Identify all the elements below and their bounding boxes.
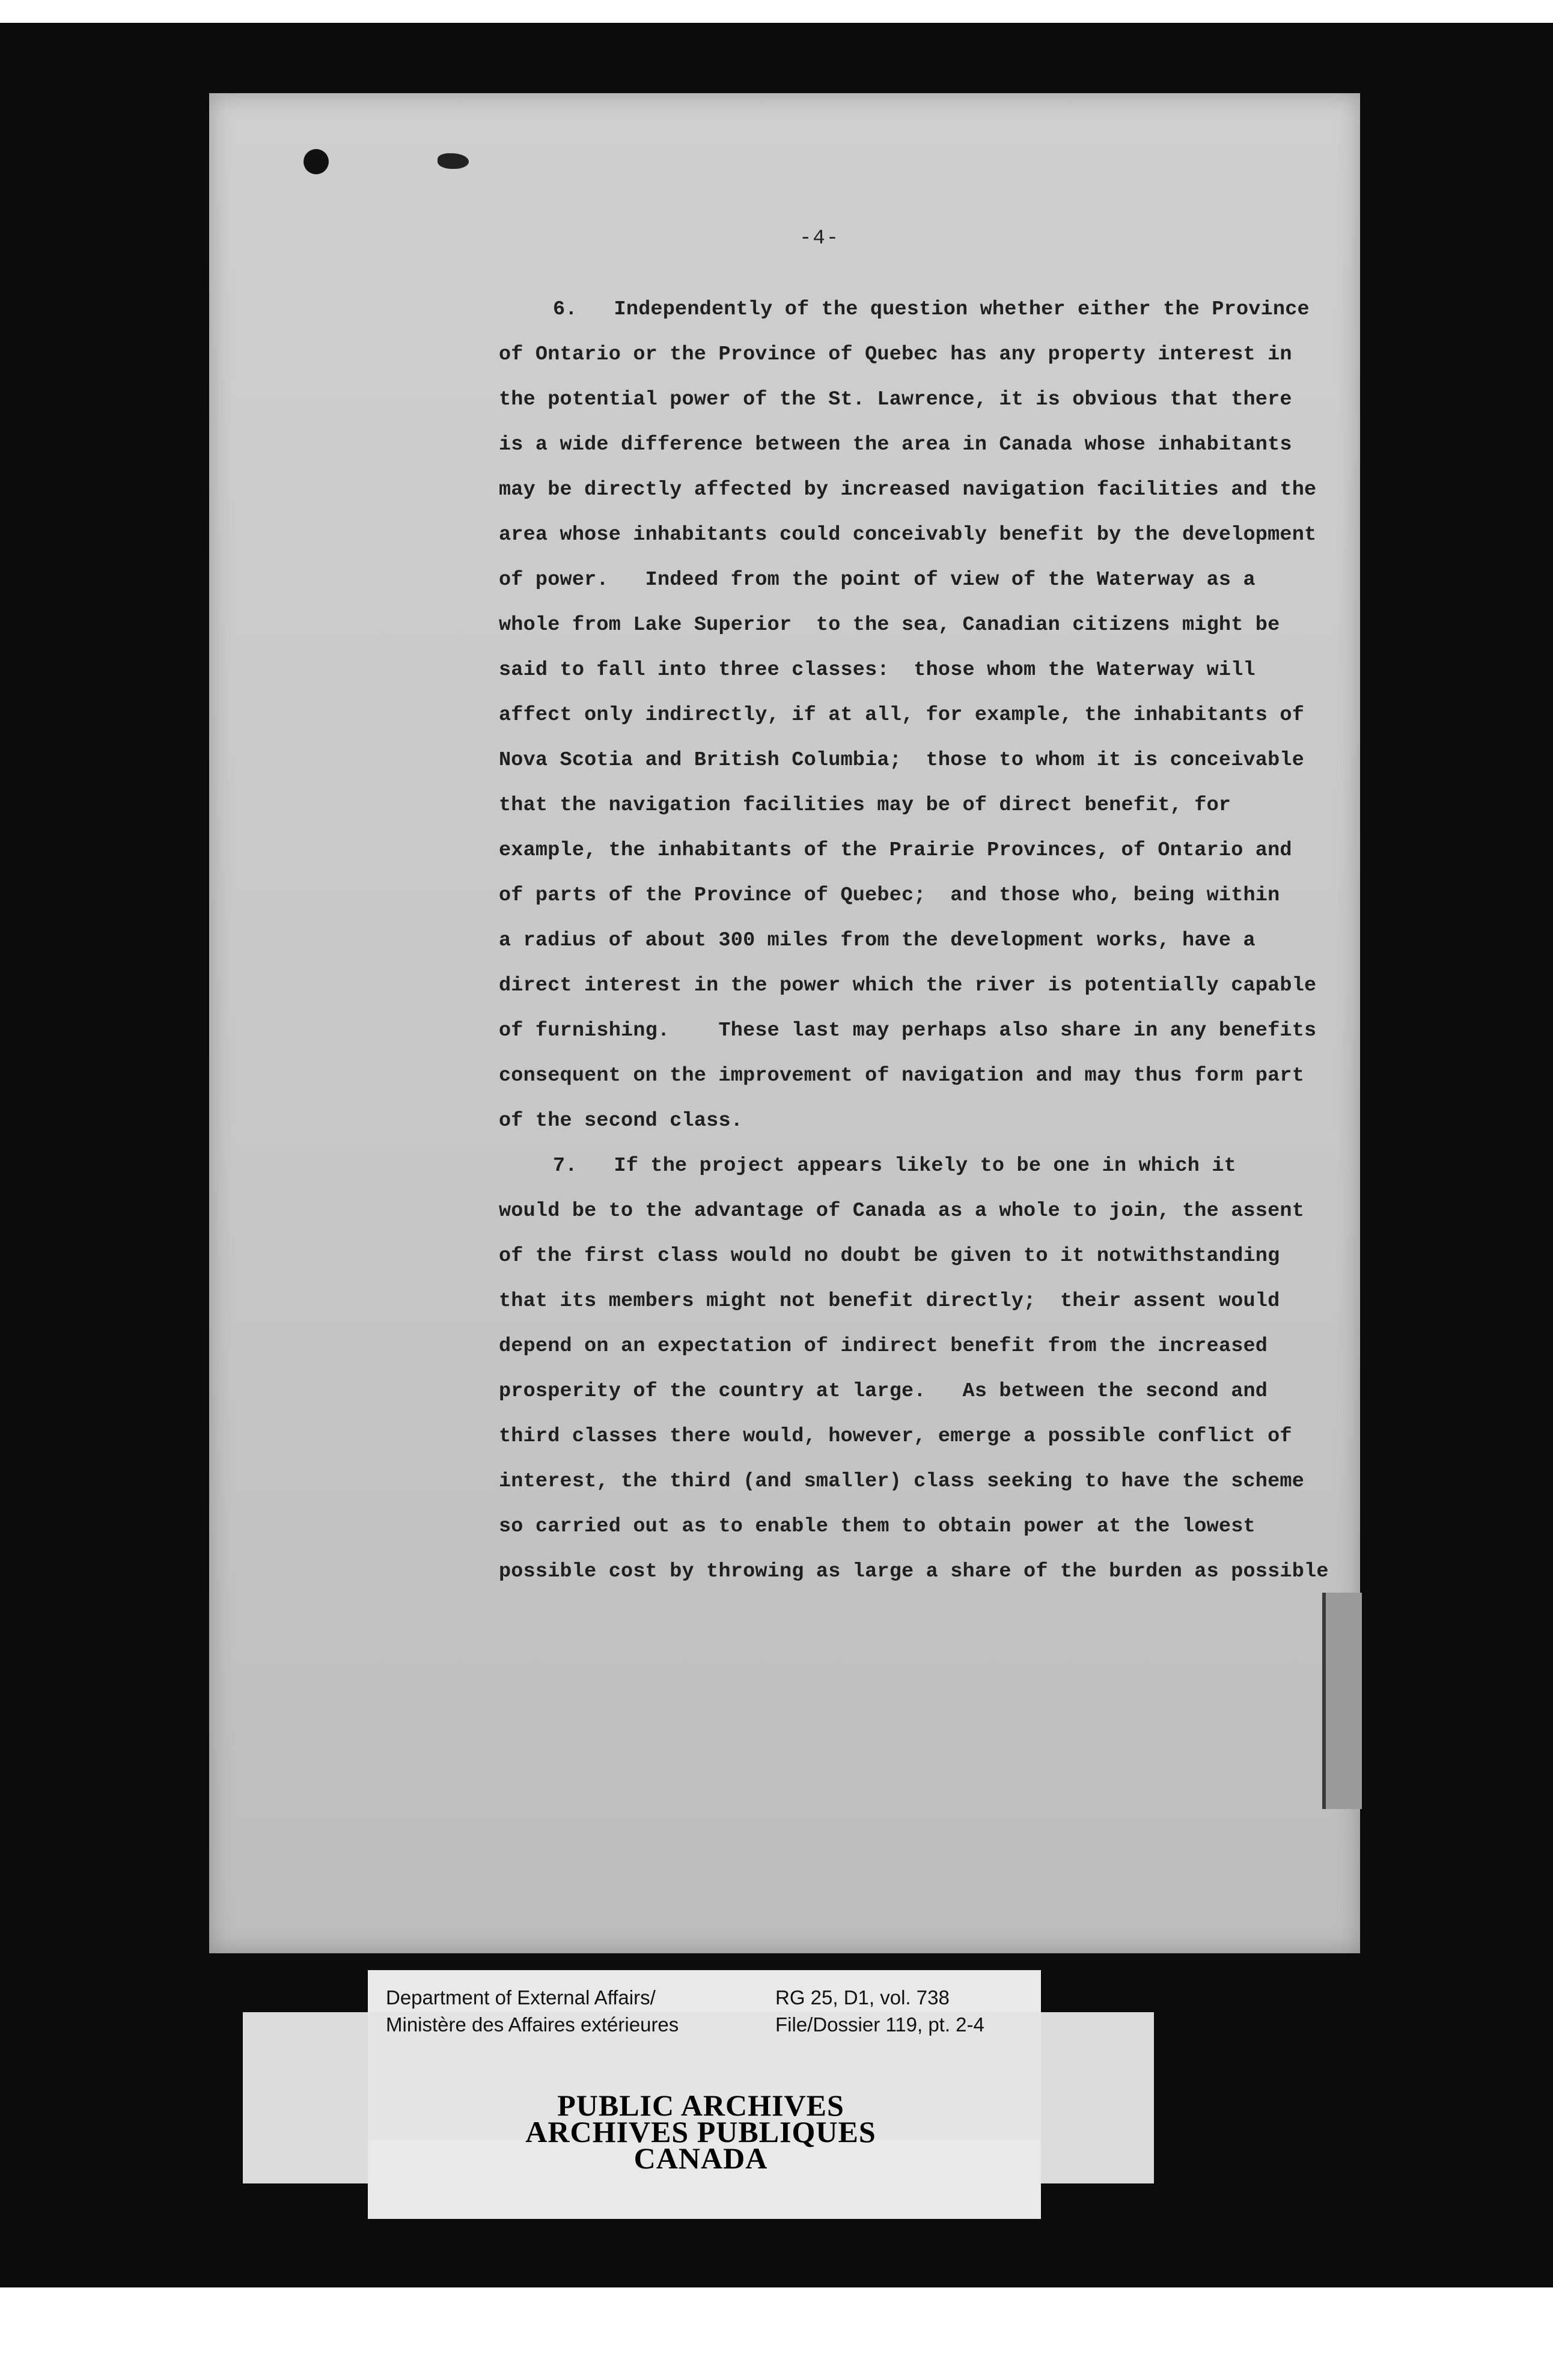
text-line: of power. Indeed from the point of view of the Waterway as a xyxy=(499,569,1256,591)
archive-file: File/Dossier 119, pt. 2-4 xyxy=(775,2013,984,2036)
text-line: 7. If the project appears likely to be one in which it xyxy=(553,1155,1236,1177)
text-line: so carried out as to enable them to obtain power at the lowest xyxy=(499,1515,1256,1538)
text-line: consequent on the improvement of navigation and may thus form part xyxy=(499,1064,1305,1087)
text-line: affect only indirectly, if at all, for example, the inhabitants of xyxy=(499,704,1305,727)
text-line: that its members might not benefit directly; their assent would xyxy=(499,1290,1280,1313)
text-line: depend on an expectation of indirect benefit from the increased xyxy=(499,1335,1268,1358)
text-line: third classes there would, however, emerge a possible conflict of xyxy=(499,1425,1292,1448)
text-line: may be directly affected by increased navigation facilities and the xyxy=(499,478,1317,501)
body-text xyxy=(499,287,1329,1594)
text-line: of Ontario or the Province of Quebec has any property interest in xyxy=(499,343,1292,366)
text-line: interest, the third (and smaller) class seeking to have the scheme xyxy=(499,1470,1305,1493)
department-fr: Ministère des Affaires extérieures xyxy=(386,2013,679,2036)
text-line: Nova Scotia and British Columbia; those to whom it is conceivable xyxy=(499,749,1305,772)
text-line: of the first class would no doubt be given to it notwithstanding xyxy=(499,1245,1280,1268)
text-line: whole from Lake Superior to the sea, Canadian citizens might be xyxy=(499,614,1280,636)
stamp-line-1: PUBLIC ARCHIVES xyxy=(557,2089,844,2122)
text-line: example, the inhabitants of the Prairie Provinces, of Ontario and xyxy=(499,839,1292,862)
text-line: possible cost by throwing as large a share of the burden as possible xyxy=(499,1560,1329,1583)
text-line: of the second class. xyxy=(499,1109,743,1132)
punch-hole xyxy=(304,149,329,174)
stamp-line-2: ARCHIVES PUBLIQUES xyxy=(525,2115,876,2149)
page-edge xyxy=(1322,1593,1362,1809)
text-line: direct interest in the power which the river is potentially capable xyxy=(499,974,1317,997)
text-line: of furnishing. These last may perhaps also share in any benefits xyxy=(499,1019,1317,1042)
text-line: prosperity of the country at large. As between the second and xyxy=(499,1380,1268,1403)
text-line: 6. Independently of the question whether either the Province xyxy=(553,298,1310,321)
text-line: a radius of about 300 miles from the development works, have a xyxy=(499,929,1256,952)
text-line: area whose inhabitants could conceivably benefit by the development xyxy=(499,523,1317,546)
archive-reference: RG 25, D1, vol. 738 xyxy=(775,1986,950,2009)
stamp-line-3: CANADA xyxy=(633,2141,768,2175)
text-line: would be to the advantage of Canada as a whole to join, the assent xyxy=(499,1200,1305,1222)
department-en: Department of External Affairs/ xyxy=(386,1986,656,2009)
text-line: said to fall into three classes: those whom the Waterway will xyxy=(499,659,1256,682)
text-line: that the navigation facilities may be of direct benefit, for xyxy=(499,794,1231,817)
text-line: the potential power of the St. Lawrence, it is obvious that there xyxy=(499,388,1292,411)
text-line: of parts of the Province of Quebec; and those who, being within xyxy=(499,884,1280,907)
text-line: is a wide difference between the area in Canada whose inhabitants xyxy=(499,433,1292,456)
ink-smudge xyxy=(438,153,469,169)
page-number: -4- xyxy=(799,227,840,250)
